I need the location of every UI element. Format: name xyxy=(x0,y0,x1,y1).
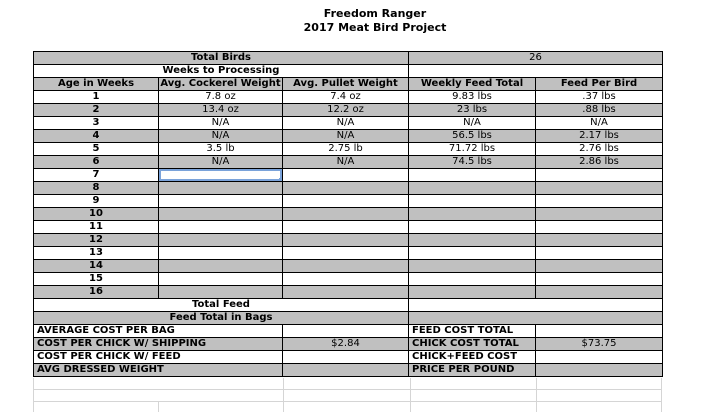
pullet-cell[interactable] xyxy=(283,169,409,182)
cost-right-label-cell[interactable]: CHICK+FEED COST xyxy=(409,351,536,364)
total-feed-row xyxy=(34,299,663,312)
feed-per-bird-cell[interactable]: 2.17 lbs xyxy=(536,130,663,143)
cost-right-label-cell[interactable]: PRICE PER POUND xyxy=(409,364,536,377)
week-number-cell[interactable]: 14 xyxy=(34,260,159,273)
faint-gridline-v xyxy=(158,402,159,412)
faint-gridline-v xyxy=(536,378,537,412)
feed-per-bird-cell[interactable] xyxy=(536,273,663,286)
feed-per-bird-cell[interactable] xyxy=(536,247,663,260)
weeks-to-processing-value[interactable] xyxy=(409,65,663,78)
week-row-12 xyxy=(34,234,663,247)
cost-label-cell[interactable]: AVG DRESSED WEIGHT xyxy=(34,364,283,377)
cost-row xyxy=(34,351,663,364)
feed-per-bird-cell[interactable]: N/A xyxy=(536,117,663,130)
cost-value-cell[interactable] xyxy=(283,325,409,338)
week-row-9 xyxy=(34,195,663,208)
weekly-feed-cell[interactable] xyxy=(409,169,536,182)
cockerel-cell[interactable] xyxy=(159,286,283,299)
weekly-feed-cell[interactable]: 23 lbs xyxy=(409,104,536,117)
column-header-row xyxy=(34,78,663,91)
faint-gridline-v xyxy=(410,378,411,412)
cockerel-cell[interactable] xyxy=(159,195,283,208)
feed-per-bird-cell[interactable] xyxy=(536,169,663,182)
cost-right-label-cell[interactable]: FEED COST TOTAL xyxy=(409,325,536,338)
week-number-cell[interactable]: 2 xyxy=(34,104,159,117)
feed-per-bird-cell[interactable] xyxy=(536,195,663,208)
pullet-cell[interactable]: N/A xyxy=(283,117,409,130)
week-number-cell[interactable]: 4 xyxy=(34,130,159,143)
weekly-feed-cell[interactable] xyxy=(409,182,536,195)
feed-per-bird-cell[interactable]: 2.86 lbs xyxy=(536,156,663,169)
cost-right-value-cell[interactable] xyxy=(536,364,663,377)
weeks-to-processing-row xyxy=(34,65,663,78)
weekly-feed-cell[interactable] xyxy=(409,260,536,273)
feed-per-bird-cell[interactable]: 2.76 lbs xyxy=(536,143,663,156)
total-birds-value[interactable]: 26 xyxy=(409,52,663,65)
week-number-cell[interactable]: 7 xyxy=(34,169,159,182)
feed-per-bird-cell[interactable]: .88 lbs xyxy=(536,104,663,117)
meat-bird-project-table xyxy=(33,51,663,377)
cockerel-cell[interactable] xyxy=(159,247,283,260)
pullet-cell[interactable] xyxy=(283,221,409,234)
week-row-1 xyxy=(34,91,663,104)
faint-gridline-h xyxy=(33,401,662,402)
total-feed-label[interactable]: Total Feed xyxy=(34,299,409,312)
pullet-cell[interactable] xyxy=(283,247,409,260)
week-row-14 xyxy=(34,260,663,273)
weekly-feed-cell[interactable]: 9.83 lbs xyxy=(409,91,536,104)
cost-row xyxy=(34,364,663,377)
col-header-weekly-feed-total[interactable]: Weekly Feed Total xyxy=(409,78,536,91)
cost-row xyxy=(34,325,663,338)
week-number-cell[interactable]: 8 xyxy=(34,182,159,195)
cost-label-cell[interactable]: AVERAGE COST PER BAG xyxy=(34,325,283,338)
weekly-feed-cell[interactable] xyxy=(409,221,536,234)
cockerel-cell[interactable]: 3.5 lb xyxy=(159,143,283,156)
feed-per-bird-cell[interactable] xyxy=(536,286,663,299)
col-header-avg-pullet-weight[interactable]: Avg. Pullet Weight xyxy=(283,78,409,91)
faint-gridline-h xyxy=(33,389,662,390)
pullet-cell[interactable]: 2.75 lb xyxy=(283,143,409,156)
faint-gridline-v xyxy=(661,378,662,412)
feed-total-in-bags-value[interactable] xyxy=(409,312,663,325)
weekly-feed-cell[interactable]: N/A xyxy=(409,117,536,130)
cost-right-value-cell[interactable] xyxy=(536,351,663,364)
pullet-cell[interactable] xyxy=(283,260,409,273)
pullet-cell[interactable] xyxy=(283,286,409,299)
week-number-cell[interactable]: 5 xyxy=(34,143,159,156)
cost-right-value-cell[interactable] xyxy=(536,325,663,338)
cockerel-cell[interactable] xyxy=(159,260,283,273)
weekly-feed-cell[interactable] xyxy=(409,286,536,299)
weeks-rows xyxy=(34,91,663,299)
pullet-cell[interactable]: N/A xyxy=(283,156,409,169)
col-header-feed-per-bird[interactable]: Feed Per Bird xyxy=(536,78,663,91)
cockerel-cell[interactable] xyxy=(159,182,283,195)
pullet-cell[interactable] xyxy=(283,208,409,221)
week-number-cell[interactable]: 15 xyxy=(34,273,159,286)
pullet-cell[interactable]: 7.4 oz xyxy=(283,91,409,104)
cockerel-cell[interactable]: 7.8 oz xyxy=(159,91,283,104)
week-number-cell[interactable]: 6 xyxy=(34,156,159,169)
pullet-cell[interactable] xyxy=(283,195,409,208)
weekly-feed-cell[interactable]: 74.5 lbs xyxy=(409,156,536,169)
cost-value-cell[interactable] xyxy=(283,364,409,377)
title-line2: 2017 Meat Bird Project xyxy=(303,21,447,34)
total-birds-label[interactable]: Total Birds xyxy=(34,52,409,65)
week-row-4 xyxy=(34,130,663,143)
total-birds-row xyxy=(34,52,663,65)
pullet-cell[interactable] xyxy=(283,273,409,286)
feed-per-bird-cell[interactable] xyxy=(536,208,663,221)
week-row-11 xyxy=(34,221,663,234)
feed-per-bird-cell[interactable] xyxy=(536,221,663,234)
week-row-3 xyxy=(34,117,663,130)
weekly-feed-cell[interactable] xyxy=(409,208,536,221)
week-row-13 xyxy=(34,247,663,260)
selected-cell[interactable] xyxy=(159,169,283,182)
pullet-cell[interactable] xyxy=(283,182,409,195)
week-number-cell[interactable]: 1 xyxy=(34,91,159,104)
week-number-cell[interactable]: 12 xyxy=(34,234,159,247)
cost-right-value-cell[interactable]: $73.75 xyxy=(536,338,663,351)
weekly-feed-cell[interactable] xyxy=(409,234,536,247)
totals-rows xyxy=(34,299,663,325)
weekly-feed-cell[interactable]: 71.72 lbs xyxy=(409,143,536,156)
pullet-cell[interactable]: 12.2 oz xyxy=(283,104,409,117)
feed-total-in-bags-row xyxy=(34,312,663,325)
pullet-cell[interactable]: N/A xyxy=(283,130,409,143)
week-row-5 xyxy=(34,143,663,156)
page-title xyxy=(304,7,447,35)
title-line1: Freedom Ranger xyxy=(323,7,427,20)
weekly-feed-cell[interactable] xyxy=(409,247,536,260)
pullet-cell[interactable] xyxy=(283,234,409,247)
col-header-age-in-weeks[interactable]: Age in Weeks xyxy=(34,78,159,91)
weekly-feed-cell[interactable]: 56.5 lbs xyxy=(409,130,536,143)
feed-total-in-bags-label[interactable]: Feed Total in Bags xyxy=(34,312,409,325)
cockerel-cell[interactable]: N/A xyxy=(159,130,283,143)
faint-gridline-v xyxy=(283,378,284,412)
week-number-cell[interactable]: 16 xyxy=(34,286,159,299)
feed-per-bird-cell[interactable] xyxy=(536,182,663,195)
week-row-2 xyxy=(34,104,663,117)
cost-value-cell[interactable]: $2.84 xyxy=(283,338,409,351)
feed-per-bird-cell[interactable] xyxy=(536,260,663,273)
cockerel-cell[interactable]: N/A xyxy=(159,156,283,169)
cost-label-cell[interactable]: COST PER CHICK W/ SHIPPING xyxy=(34,338,283,351)
week-row-8 xyxy=(34,182,663,195)
weeks-to-processing-label[interactable]: Weeks to Processing xyxy=(34,65,409,78)
weekly-feed-cell[interactable] xyxy=(409,273,536,286)
total-feed-value[interactable] xyxy=(409,299,663,312)
feed-per-bird-cell[interactable] xyxy=(536,234,663,247)
cockerel-cell[interactable] xyxy=(159,208,283,221)
weekly-feed-cell[interactable] xyxy=(409,195,536,208)
cockerel-cell[interactable] xyxy=(159,273,283,286)
faint-gridline-v xyxy=(33,378,34,412)
col-header-avg-cockerel-weight[interactable]: Avg. Cockerel Weight xyxy=(160,78,281,89)
cockerel-cell[interactable] xyxy=(159,221,283,234)
week-row-7 xyxy=(34,169,663,182)
cockerel-cell[interactable]: 13.4 oz xyxy=(159,104,283,117)
week-number-cell[interactable]: 11 xyxy=(34,221,159,234)
week-number-cell[interactable]: 9 xyxy=(34,195,159,208)
cost-row xyxy=(34,338,663,351)
week-row-16 xyxy=(34,286,663,299)
week-number-cell[interactable]: 3 xyxy=(34,117,159,130)
cost-value-cell[interactable] xyxy=(283,351,409,364)
week-number-cell[interactable]: 10 xyxy=(34,208,159,221)
cockerel-cell[interactable] xyxy=(159,234,283,247)
week-row-15 xyxy=(34,273,663,286)
cockerel-cell[interactable]: N/A xyxy=(159,117,283,130)
week-row-10 xyxy=(34,208,663,221)
cost-label-cell[interactable]: COST PER CHICK W/ FEED xyxy=(34,351,283,364)
cost-rows xyxy=(34,325,663,377)
week-number-cell[interactable]: 13 xyxy=(34,247,159,260)
week-row-6 xyxy=(34,156,663,169)
feed-per-bird-cell[interactable]: .37 lbs xyxy=(536,91,663,104)
cost-right-label-cell[interactable]: CHICK COST TOTAL xyxy=(409,338,536,351)
